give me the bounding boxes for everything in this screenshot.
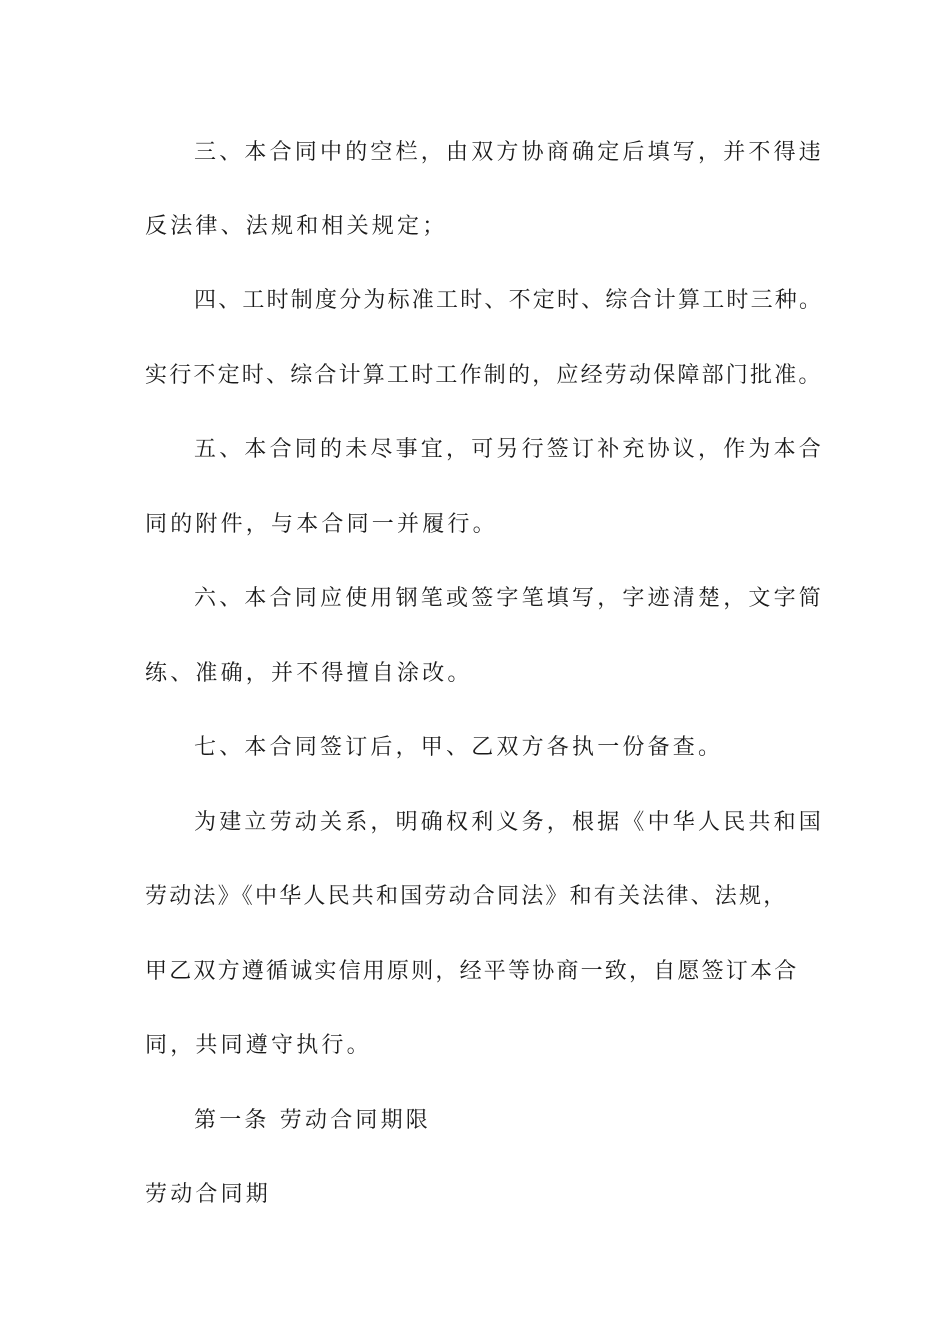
preamble-line-2: 劳动法》《中华人民共和国劳动合同法》和有关法律、法规，: [145, 884, 788, 909]
article-1-heading: 第一条 劳动合同期限: [194, 1108, 431, 1133]
preamble-line-3: 甲乙双方遵循诚实信用原则，经平等协商一致，自愿签订本合: [145, 959, 799, 984]
clause-3-line-2: 反法律、法规和相关规定；: [145, 214, 448, 239]
clause-6-line-1: 六、本合同应使用钢笔或签字笔填写，字迹清楚，文字简: [194, 586, 825, 611]
clause-7-line-1: 七、本合同签订后，甲、乙双方各执一份备查。: [194, 735, 724, 760]
clause-4-line-1: 四、工时制度分为标准工时、不定时、综合计算工时三种。: [194, 288, 824, 313]
clause-4-line-2: 实行不定时、综合计算工时工作制的，应经劳动保障部门批准。: [145, 363, 823, 388]
preamble-line-1: 为建立劳动关系，明确权利义务，根据《中华人民共和国: [194, 810, 825, 835]
preamble-line-4: 同，共同遵守执行。: [145, 1033, 372, 1058]
clause-5-line-2: 同的附件，与本合同一并履行。: [145, 512, 498, 537]
clause-6-line-2: 练、准确，并不得擅自涂改。: [145, 661, 473, 686]
clause-5-line-1: 五、本合同的未尽事宜，可另行签订补充协议，作为本合: [194, 437, 825, 462]
article-1-text: 劳动合同期: [145, 1182, 272, 1207]
clause-3-line-1: 三、本合同中的空栏，由双方协商确定后填写，并不得违: [194, 140, 825, 165]
